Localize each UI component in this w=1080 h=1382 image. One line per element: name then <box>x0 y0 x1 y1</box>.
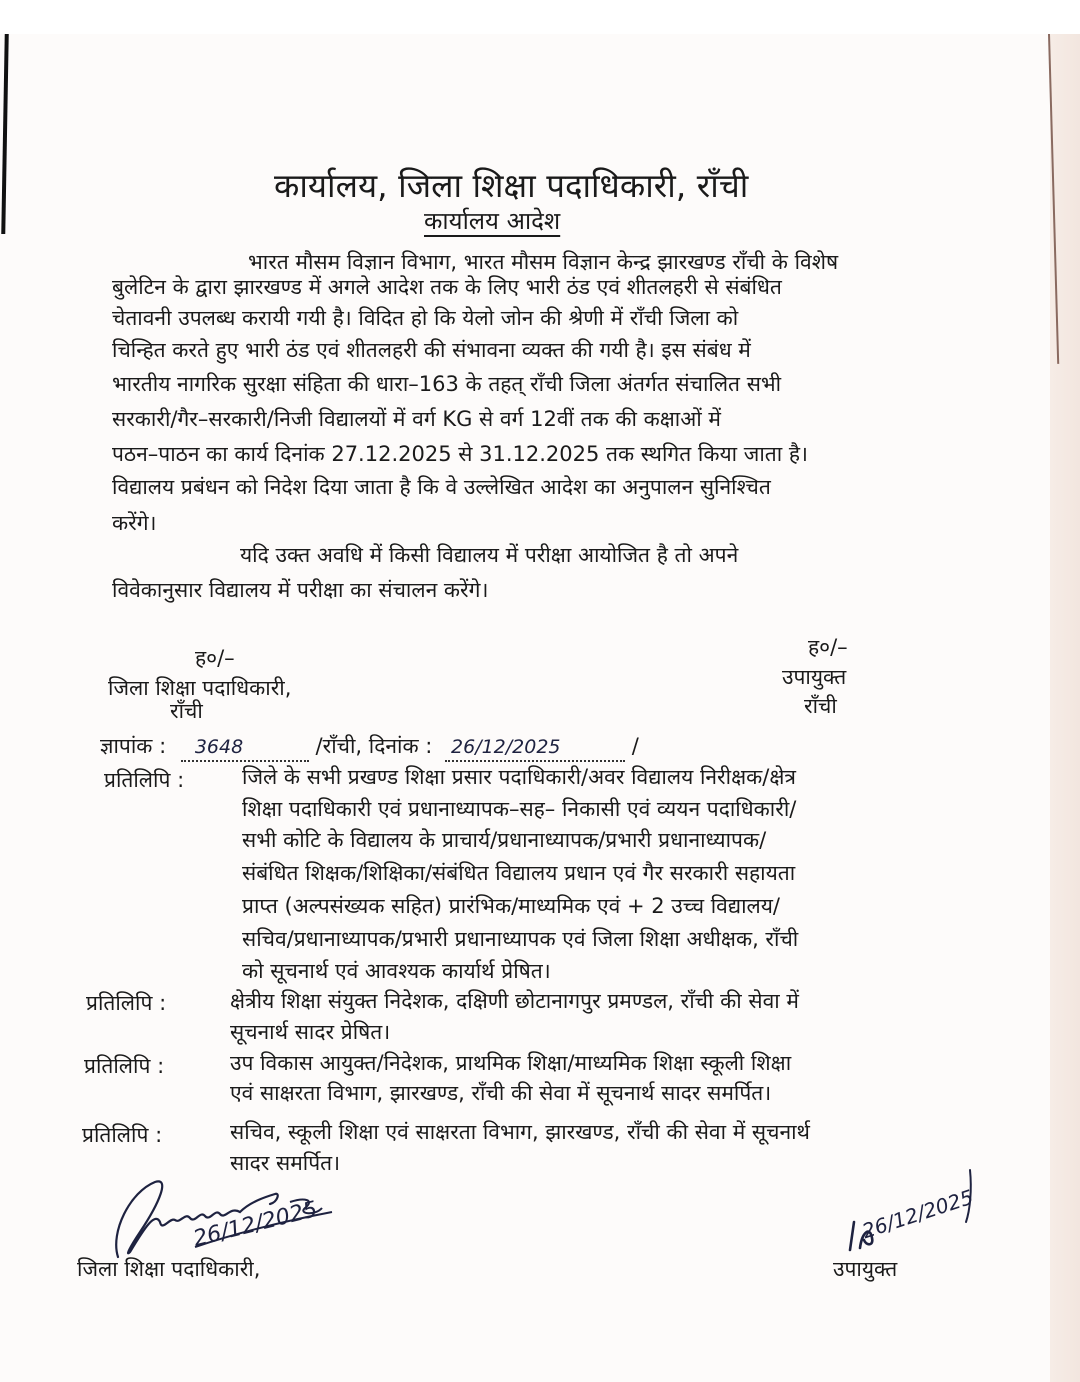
para1-line: भारत मौसम विज्ञान विभाग, भारत मौसम विज्ञान केन्द्र झारखण्ड राँची के विशेष <box>248 250 839 274</box>
para1-line: भारतीय नागरिक सुरक्षा संहिता की धारा–163 के तहत् राँची जिला अंतर्गत संचालित सभी <box>112 372 782 396</box>
memo-date-field <box>445 733 625 762</box>
para1-line: करेंगे। <box>112 511 157 535</box>
place: राँची <box>170 699 203 723</box>
deo-signature-date: 26/12/2025 <box>190 1197 320 1252</box>
copy-line: प्राप्त (अल्पसंख्यक सहित) प्रारंभिक/माध्यमिक एवं + 2 उच्च विद्यालय/ <box>242 894 781 918</box>
copy-line: शिक्षा पदाधिकारी एवं प्रधानाध्यापक–सह– निकासी एवं व्ययन पदाधिकारी/ <box>242 797 797 821</box>
place-date-label: /राँची, दिनांक : <box>315 734 433 758</box>
designation: जिला शिक्षा पदाधिकारी, <box>108 676 292 700</box>
photo-left-edge <box>1 34 8 234</box>
photo-top-margin <box>0 0 1080 34</box>
copy-line: सचिव/प्रधानाध्यापक/प्रभारी प्रधानाध्यापक एवं जिला शिक्षा अधीक्षक, राँची <box>242 927 799 951</box>
copy-label: प्रतिलिपि : <box>86 991 167 1015</box>
dc-signature <box>820 1160 1000 1260</box>
para1-line: सरकारी/गैर–सरकारी/निजी विद्यालयों में वर्ग KG से वर्ग 12वीं तक की कक्षाओं में <box>112 407 721 431</box>
para1-line: बुलेटिन के द्वारा झारखण्ड में अगले आदेश तक के लिए भारी ठंड एवं शीतलहरी से संबंधित <box>112 275 782 299</box>
copy-label: प्रतिलिपि : <box>104 768 185 792</box>
office-title: कार्यालय, जिला शिक्षा पदाधिकारी, राँची <box>274 166 749 205</box>
memo-date: 26/12/2025 <box>451 736 561 758</box>
copy-line: उप विकास आयुक्त/निदेशक, प्राथमिक शिक्षा/माध्यमिक शिक्षा स्कूली शिक्षा <box>230 1051 792 1075</box>
copy-line: जिले के सभी प्रखण्ड शिक्षा प्रसार पदाधिकारी/अवर विद्यालय निरीक्षक/क्षेत्र <box>242 765 796 789</box>
copy-line: को सूचनार्थ एवं आवश्यक कार्यार्थ प्रेषित। <box>242 959 551 983</box>
order-title: कार्यालय आदेश <box>424 207 561 235</box>
copy-label: प्रतिलिपि : <box>82 1123 163 1147</box>
dc-signature-date: 26/12/2025 <box>859 1184 977 1244</box>
copy-line: संबंधित शिक्षक/शिक्षिका/संबंधित विद्यालय प्रधान एवं गैर सरकारी सहायता <box>242 861 796 885</box>
copy-line: सूचनार्थ सादर प्रेषित। <box>230 1020 391 1044</box>
copy-label: प्रतिलिपि : <box>84 1054 165 1078</box>
memo-line <box>100 733 639 762</box>
para1-line: विद्यालय प्रबंधन को निदेश दिया जाता है कि वे उल्लेखित आदेश का अनुपालन सुनिश्चित <box>112 475 771 499</box>
para2-line: विवेकानुसार विद्यालय में परीक्षा का संचालन करेंगे। <box>112 578 489 602</box>
signed-mark: ह०/– <box>195 646 235 670</box>
memo-label: ज्ञापांक : <box>100 734 167 758</box>
copy-line: क्षेत्रीय शिक्षा संयुक्त निदेशक, दक्षिणी छोटानागपुर प्रमण्डल, राँची की सेवा में <box>230 989 799 1013</box>
para1-line: पठन–पाठन का कार्य दिनांक 27.12.2025 से 31.12.2025 तक स्थगित किया जाता है। <box>112 442 808 466</box>
memo-number: 3648 <box>194 736 244 758</box>
para2-line: यदि उक्त अवधि में किसी विद्यालय में परीक्षा आयोजित है तो अपने <box>240 543 739 567</box>
copy-line: सभी कोटि के विद्यालय के प्राचार्य/प्रधानाध्यापक/प्रभारी प्रधानाध्यापक/ <box>242 828 767 852</box>
copy-line: सचिव, स्कूली शिक्षा एवं साक्षरता विभाग, झारखण्ड, राँची की सेवा में सूचनार्थ <box>230 1120 810 1144</box>
copy-line: एवं साक्षरता विभाग, झारखण्ड, राँची की सेवा में सूचनार्थ सादर समर्पित। <box>230 1081 772 1105</box>
para1-line: चेतावनी उपलब्ध करायी गयी है। विदित हो कि येलो जोन की श्रेणी में राँची जिला को <box>112 306 739 330</box>
deo-signature <box>100 1172 370 1262</box>
designation: उपायुक्त <box>782 665 847 689</box>
deo-designation: जिला शिक्षा पदाधिकारी, <box>77 1257 261 1281</box>
signed-mark: ह०/– <box>808 635 848 659</box>
para1-line: चिन्हित करते हुए भारी ठंड एवं शीतलहरी की संभावना व्यक्त की गयी है। इस संबंध में <box>112 338 751 362</box>
dc-designation: उपायुक्त <box>833 1257 898 1281</box>
copy-line: सादर समर्पित। <box>230 1151 341 1175</box>
memo-number-field <box>181 733 309 762</box>
memo-trail: / <box>631 734 639 758</box>
place: राँची <box>804 694 837 718</box>
